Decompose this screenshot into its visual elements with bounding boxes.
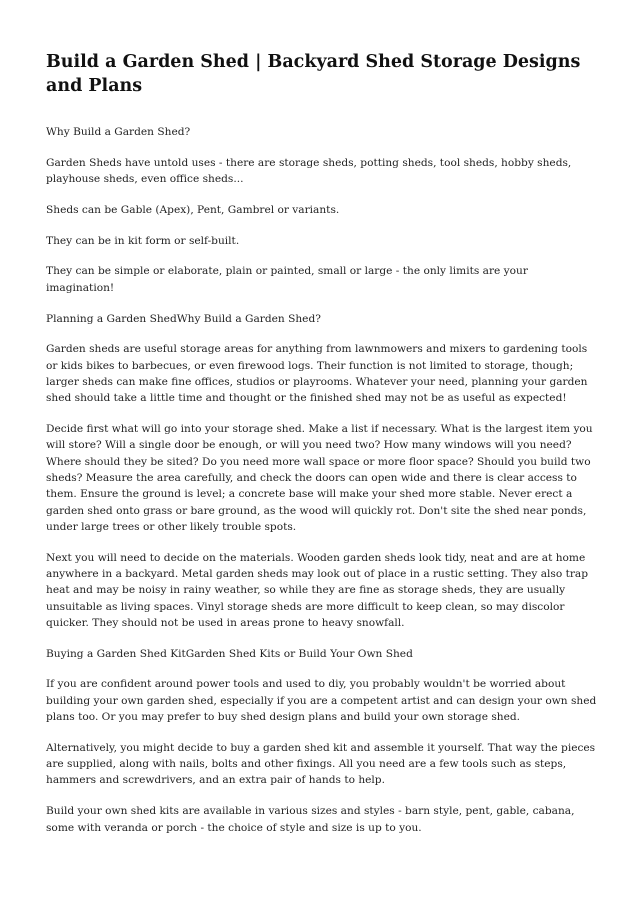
paragraph-useful-storage: Garden sheds are useful storage areas for anything from lawnmowers and mixers to gardening tools or kids bikes to barbecues, or even firewood logs. Their function is not limited to storage, though; larger sheds can make fine offices, studios or playrooms. Whatever your need, planning your garden shed should take a little time and thought or the finished shed may not be as useful as expected! <box>46 343 588 405</box>
paragraph-planning-heading: Planning a Garden ShedWhy Build a Garden Shed? <box>46 312 321 325</box>
document-page <box>46 50 598 850</box>
paragraph-materials: Next you will need to decide on the materials. Wooden garden sheds look tidy, neat and are at home anywhere in a backyard. Metal garden sheds may look out of place in a rustic setting. They also trap heat and may be noisy in rainy weather, so while they are fine as storage sheds, they are usually unsuitable as living spaces. Vinyl storage sheds are more difficult to keep clean, so may discolor quicker. They should not be used in areas prone to heavy snowfall. <box>46 551 589 629</box>
paragraph-kit-heading: Buying a Garden Shed KitGarden Shed Kits or Build Your Own Shed <box>46 647 413 660</box>
paragraph-confident-diy: If you are confident around power tools and used to diy, you probably wouldn't be worried about building your own garden shed, especially if you are a competent artist and can design your own shed plans too. Or you may prefer to buy shed design plans and build your own storage shed. <box>46 678 597 724</box>
paragraph-kit-styles: Build your own shed kits are available in various sizes and styles - barn style, pent, gable, cabana, some with veranda or porch - the choice of style and size is up to you. <box>46 805 575 834</box>
paragraph-imagination: They can be simple or elaborate, plain or painted, small or large - the only limits are your imagination! <box>46 265 528 294</box>
paragraph-roof-types: Sheds can be Gable (Apex), Pent, Gambrel or variants. <box>46 203 340 216</box>
paragraph-why-build-heading: Why Build a Garden Shed? <box>46 126 191 138</box>
paragraph-kit-or-self-built: They can be in kit form or self-built. <box>46 234 240 247</box>
paragraph-alternatively: Alternatively, you might decide to buy a garden shed kit and assemble it yourself. That way the pieces are supplied, along with nails, bolts and other fixings. All you need are a few tools such as steps, hammers and screwdrivers, and an extra pair of hands to help. <box>46 741 596 787</box>
paragraph-decide-first: Decide first what will go into your storage shed. Make a list if necessary. What is the largest item you will store? Will a single door be enough, or will you need two? How many windows will you need? Where should they be sited? Do you need more wall space or more floor space? Should you build two sheds? Measure the area carefully, and check the doors can open wide and there is clear access to them. Ensure the ground is level; a concrete base will make your shed more stable. Never erect a garden shed onto grass or bare ground, as the wood will quickly rot. Don't site the shed near ponds, under large trees or other likely trouble spots. <box>46 423 593 533</box>
paragraph-uses: Garden Sheds have untold uses - there are storage sheds, potting sheds, tool sheds, hobby sheds, playhouse sheds, even office sheds... <box>46 156 572 186</box>
document-title: Build a Garden Shed | Backyard Shed Storage Designs and Plans <box>46 52 581 96</box>
